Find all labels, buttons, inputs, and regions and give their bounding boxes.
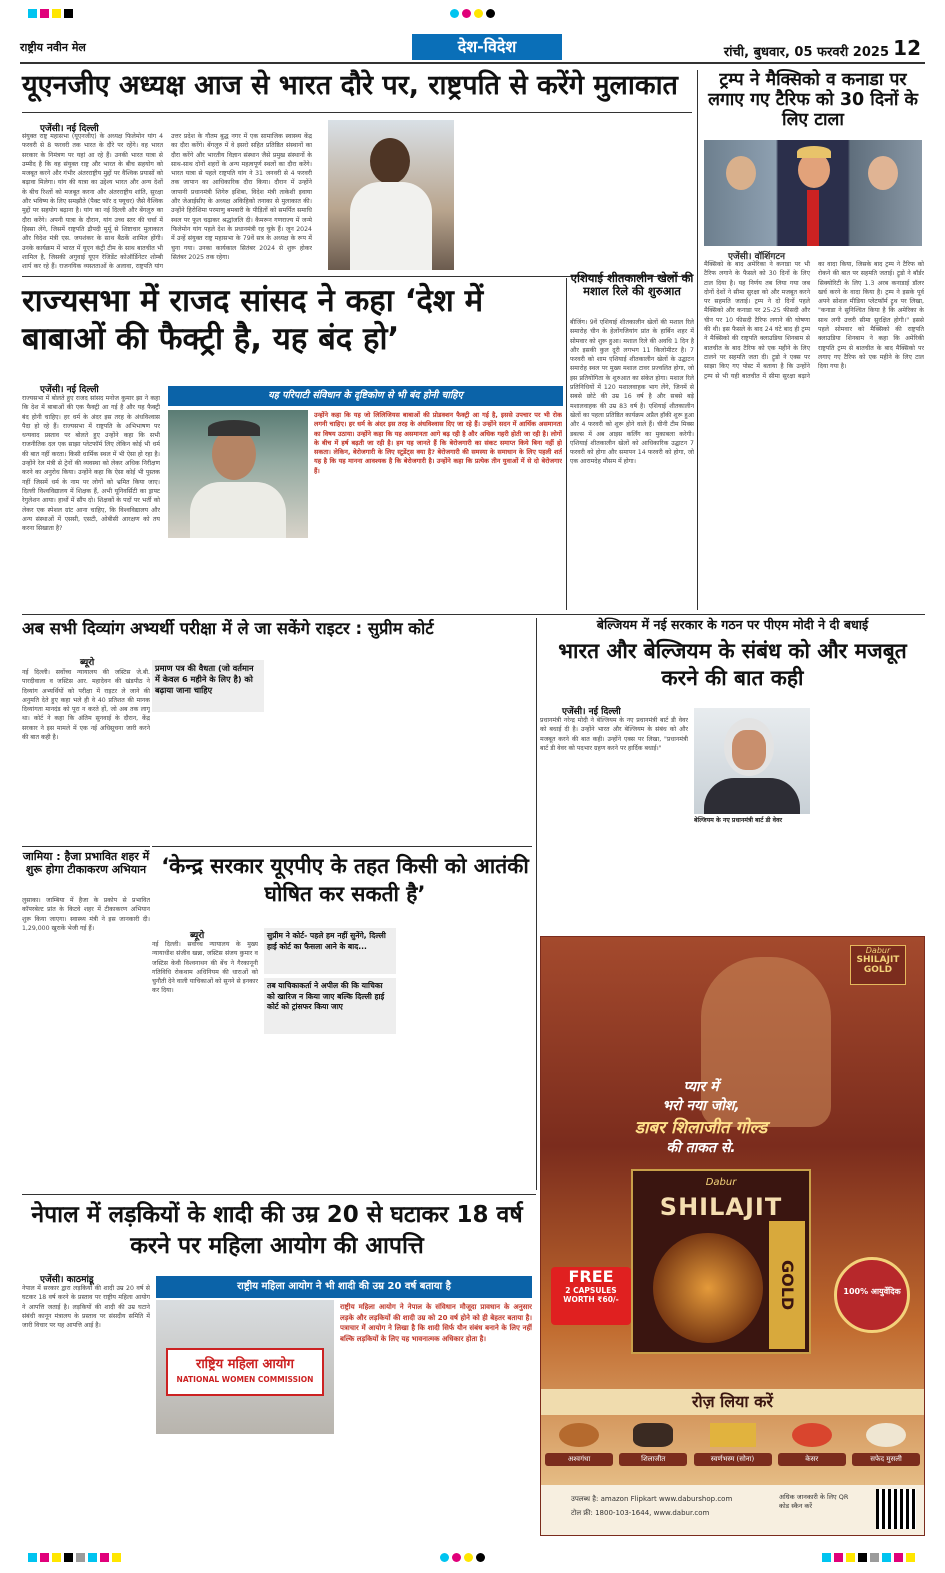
story9-byline: एजेंसी। काठमांडू <box>40 1275 94 1285</box>
story1-byline: एजेंसी। नई दिल्ली <box>40 124 99 134</box>
story7-byline: ब्यूरो <box>190 931 205 941</box>
ad-slogan: रोज़ लिया करें <box>541 1389 924 1415</box>
story2-body: मैक्सिको के बाद अमेरिका ने कनाडा पर भी टैरिफ लगाने के फैसले को 30 दिनों के लिए टाल दिया है। यह निर्णय तब लिया गया जब दोनों देशों ने सीमा सुरक्षा को और मजबूत करने पर सहमति जताई। ट्रम्प ने दो दिनों पहले मैक्सिको और कनाडा पर 25-25 फीसदी और चीन पर 10 फीसदी टैरिफ लगाने की घोषणा की थी। इस फैसले के बाद 24 घंटे बाद ही ट्रम्प ने मैक्सिको की राष्ट्रपति क्लाउडिया शिनबाम से बातचीत के बाद टैरिफ को एक महीने के लिए टालने पर सहमति जता दी। ट्रूडो ने एक्स पर साझा किए गए पोस्ट में बताया है कि उन्होंने ट्रम्प से भी यही बातचीत में सीमा सुरक्षा बढ़ाने का वादा किया, जिसके बाद ट्रम्प ने टैरिफ को रोकने की बात पर सहमति जताई। ट्रूडो ने बॉर्डर सिक्योरिटी के लिए 1.3 अरब कनाडाई डॉलर खर्च करने के वादा किया है। ट्रम्प ने इसके पूर्व अपने सोशल मीडिया प्लेटफॉर्म ट्रुथ पर लिखा, "कनाडा ने सुनिश्चित किया है कि अमेरिका के साथ लगी उत्तरी सीमा सुरक्षित होगी।" इससे पहले सोमवार को मैक्सिको की राष्ट्रपति क्लाउडिया शिनबाम ने कहा कि अमेरिकी राष्ट्रपति ट्रम्प से बातचीत के बाद मैक्सिको पर लगाए गए टैरिफ को एक महीने के लिए टाल दिया गया है। <box>704 261 924 380</box>
registration-marks-bottom-right <box>822 1552 915 1562</box>
story9-headline: नेपाल में लड़कियों के शादी की उम्र 20 से घटाकर 18 वर्ष करने पर महिला आयोग की आपत्ति <box>31 1202 523 1260</box>
story1-photo <box>328 120 454 270</box>
divider <box>22 1194 536 1195</box>
story3-body: राज्यसभा में बोलते हुए राजद सांसद मनोज कुमार झा ने कहा कि देश में बाबाओं की एक फैक्ट्री आ गई है और यह फैक्ट्री बंद होनी चाहिए। हर धर्म के अंदर इस तरह के अंधविश्वास पैदा हो रहे हैं। राज्यसभा में राष्ट्रपति के अभिभाषण पर धन्यवाद प्रस्ताव पर बोलते हुए उन्होंने कहा कि सभी राजनीतिक दल एक साझा प्लेटफॉर्म लिए लेकिन कोई भी धर्म की बात नहीं करता। किसी धार्मिक स्थल में भी ऐसा हो रहा है। उन्होंने रेल मंत्री से ट्रेनों की व्यवस्था को लेकर अधिक निरीक्षण करने का अनुरोध किया। उन्होंने कहा कि ऐसा कोई भी पुस्तक नहीं जिसमें धर्म के नाम पर लोगों को भ्रमित किया जाए। दिल्ली विश्वविद्यालय में शिक्षक हैं, अभी यूनिवर्सिटी का ड्राफ्ट रेगुलेशन आया। हाथों में सौंप दो। शिक्षकों के पदों पर भर्ती को लेकर एक स्पेशल ग्रांट आना चाहिए, कि विश्वविद्यालय और अन्य संस्थाओं में एससी, एसटी, ओबीसी आरक्षण को तय करना सिखाता है? <box>22 395 160 533</box>
dabur-shilajit-ad <box>540 936 925 1536</box>
story8-caption: बेल्जियम के नए प्रधानमंत्री बार्ट डी वेवर <box>694 817 783 824</box>
story3-body-continued <box>168 545 563 611</box>
tiger-graphic <box>653 1233 763 1343</box>
ingredient-label: सफेद मुसली <box>852 1453 920 1466</box>
registration-dots-top <box>450 8 495 18</box>
story9-body-continued <box>156 1438 532 1534</box>
story3-quote: उन्होंने कहा कि यह जो लिलिजियस बाबाओं की प्रोडक्शन फैक्ट्री आ गई है, इससे उपचार पर भी रोक लगनी चाहिए। हर धर्म के अंदर इस तरह के अंधविश्वास दिए जा रहे हैं। उन्होंने सदन में आर्थिक असमानता का विषय उठाया। उन्होंने कहा कि यह असमानता आगे बढ़ रही है और अधिक गहरी होती जा रही है। लोगों के बीच में हर्ष बढ़ती जा रही है। हम यह जानते हैं कि बेरोजगारी का संकट समाप्त किये बिना नहीं हो सकता। लेकिन, बेरोजगारी के लिए स्टूडेंट्स क्या है? बेरोजगारी की समस्या के समाधान के लिए पहली शर्त यह है कि यह मानना आवश्यक है कि बेरोजगारी है। उन्होंने कहा कि प्रत्येक तीन युवाओं में से दो बेरोजगार हैं। <box>314 411 562 475</box>
story9-strip: राष्ट्रीय महिला आयोग ने भी शादी की उम्र 20 वर्ष बताया है <box>156 1276 532 1298</box>
story2-byline: एजेंसी। वॉशिंगटन <box>728 252 785 262</box>
story9-body: नेपाल में सरकार द्वारा लड़कियों की शादी उम्र 20 वर्ष से घटकर 18 वर्ष करने के प्रस्ताव पर राष्ट्रीय महिला आयोग ने आपत्ति जताई है। लड़कियों की शादी की उम्र घटाने संबंधी कानून मंत्रालय के प्रस्ताव पर संसदीय समिति में जारी विचार पर यह आपत्ति आई है। <box>22 1285 150 1330</box>
divider <box>22 112 692 113</box>
divider <box>22 614 925 615</box>
story2-photo-leaders <box>704 140 922 246</box>
commission-sign: राष्ट्रिय महिला आयोग NATIONAL WOMEN COMMISSION <box>166 1348 324 1396</box>
ad-ingredients <box>545 1417 920 1477</box>
story8-body-mid <box>694 845 810 930</box>
story7-bullet-1: सुप्रीम ने कोर्ट- पहले हम नहीं सुनेंगे, दिल्ली हाई कोर्ट का फैसला आने के बाद... <box>264 928 396 974</box>
page-number: 12 <box>893 36 921 60</box>
story5-body: नई दिल्ली। सर्वोच्च न्यायालय की जस्टिस जे.बी. पारदीवाला व जस्टिस आर. महादेवन की खंडपीठ ने दिव्यांग अभ्यर्थियों को परीक्षा में राइटर ले जाने की अनुमति देते हुए कहा भले ही वे 40 प्रतिशत की मानक दिव्यांगता मानदंड को पूरा न करते हों, जो अब तक लागू था। कोर्ट ने कहा कि अंतिम सुनवाई के दौरान, केंद्र सरकार ने इस मामले में एक नई अधिसूचना जारी करने की बात कही है। <box>22 669 150 742</box>
ad-footer: उपलब्ध है: amazon Flipkart www.daburshop.com टोल फ्री: 1800-103-1644, www.dabur.com अधिक जानकारी के लिए QR कोड स्कैन करें <box>541 1485 924 1535</box>
story8-photo-pm <box>694 708 810 814</box>
story5-byline: ब्यूरो <box>80 658 95 668</box>
registration-marks-bottom <box>28 1552 121 1562</box>
story3-byline: एजेंसी। नई दिल्ली <box>40 385 99 395</box>
divider <box>152 846 532 847</box>
story5-bullet: प्रमाण पत्र की वैधता (जो वर्तमान में केवल 6 महीने के लिए है) को बढ़ाया जाना चाहिए <box>152 660 264 712</box>
story6-body: लुसाका। जाम्बिया में हैजा के प्रकोप से प्रभावित कॉपरबेल्ट प्रांत के किटवे शहर में टीकाकरण अभियान शुरू किया जाएगा। स्वास्थ्य मंत्री ने इस जानकारी दी। 1,29,000 खुराकें भेजी गई हैं। <box>22 897 150 932</box>
story1-headline: यूएनजीए अध्यक्ष आज से भारत दौरे पर, राष्ट्रपति से करेंगे मुलाकात <box>22 70 678 101</box>
story1-body-continued <box>460 122 690 270</box>
ad-logo: Dabur SHILAJIT GOLD <box>850 945 906 985</box>
story7-body: नई दिल्ली। सर्वोच्च न्यायालय के मुख्य न्यायाधीश संजीव खन्ना, जस्टिस संजय कुमार व जस्टिस केवी विश्वनाथन की बेंच ने गैरकानूनी गतिविधि रोकथाम अधिनियम की धाराओं को चुनौती देने वाली याचिकाओं को सुनने से इनकार कर दिया। <box>152 941 258 995</box>
story4-body: बीजिंग। 9वें एशियाई शीतकालीन खेलों की मशाल रिले समारोह चीन के हेलोंगजियांग प्रांत के हार्बिन शहर में सोमवार को शुरू हुआ। मशाल रिले की अवधि 1 दिन है और इसकी कुल दूरी लगभग 11 किलोमीटर है। 7 फरवरी को शाम एशियाई शीतकालीन खेलों के उद्घाटन समारोह स्थल पर मुख्य मशाल टावर प्रज्वलित होगा, जो इस प्रतियोगिता के शुरुआत का संकेत होगा। मशाल रिले प्रतिनिधियों में 120 मशालवाहक भाग लेंगे, जिनमें से सबसे छोटे की उम्र 16 वर्ष है और सबसे बड़े मशालवाहक की उम्र 83 वर्ष है। एशियाई शीतकालीन खेलों का पहला प्रतिष्ठित कार्यक्रम अप्रैल हॉकी शुरू हुआ और 4 फरवरी को शुरू होने वाले हैं। चीनी टीम मिक्स डबल्स में अब आइस कर्लिंग का मुकाबला करेगी। एशियाई शीतकालीन खेलों को आधिकारिक उद्घाटन 7 फरवरी को होगा और समापन 14 फरवरी को होगा, जो एक आरामदेह मौसम में होगा। <box>570 319 694 466</box>
registration-marks-top <box>28 8 73 18</box>
story7-headline: ‘केन्द्र सरकार यूएपीए के तहत किसी को आतंकी घोषित कर सकती है’ <box>161 854 529 907</box>
qr-code <box>876 1489 916 1529</box>
ad-product-box: Dabur SHILAJIT GOLD <box>631 1169 811 1354</box>
column-rule <box>697 70 698 610</box>
story3-photo-mp <box>168 410 308 538</box>
section-label: देश-विदेश <box>412 34 562 60</box>
story1-body: संयुक्त राष्ट्र महासभा (यूएनजीए) के अध्यक्ष फिलेमोन यांग 4 फरवरी से 8 फरवरी तक भारत के दौरे पर रहेंगे। वह भारत सरकार के निमंत्रण पर यहां आ रहे हैं। उनकी भारत यात्रा से उम्मीद है कि वह संयुक्त राष्ट्र और भारत के बीच सहयोग को मजबूत करने और गंभीर अंतरराष्ट्रीय मुद्दों पर वैश्विक प्रयासों को बढ़ावा मिलेगा। यांग की यात्रा का उद्देश्य भारत और अन्य देशों के बीच रिश्तों को मजबूत करना और अंतरराष्ट्रीय शांति, सुरक्षा और भविष्य के लिए समझौते (पैक्ट फॉर द फ्यूचर) जैसे वैश्विक मुद्दों पर सहयोग बढ़ाना है। यांग का नई दिल्ली और बेंगलुरु का दौरा करेंगे। अपनी यात्रा के दौरान, यांग उच्च स्तर की चर्चा में हिस्सा लेंगे, जिसमें राष्ट्रपति द्रौपदी मुर्मू से शिष्टाचार मुलाकात और विदेश मंत्री एस. जयशंकर के साथ बैठकें शामिल होंगी। उनके कार्यक्रम में भारत में यूएन कंट्री टीम के साथ बातचीत भी शामिल है, जिसकी अगुवाई यूएन रेजिडेंट कोऑर्डिनेटर शोम्बी शार्प कर रहे हैं। राजनयिक व्यस्तताओं के अलावा, राष्ट्रपति यांग उत्तर प्रदेश के गौतम बुद्ध नगर में एक सामाजिक स्वास्थ्य केंद्र का दौरा करेंगे। बेंगलुरु में वे इसरो सहित प्रतिष्ठित संस्थानों का दौरा करेंगे और भारतीय विज्ञान संस्थान जैसे प्रमुख संस्थानों के साथ-साथ दोनों शहरों के अन्य महत्वपूर्ण स्थलों का दौरा करेंगे। भारत यात्रा से पहले राष्ट्रपति यांग ने 31 जनवरी से 4 फरवरी तक जापान का आधिकारिक दौरा किया। दौरान में उन्होंने जापानी प्रधानमंत्री शिगेरु इशिबा, विदेश मंत्री ताकेशी इवाया और जेआईसीए के अध्यक्ष अकिहिको तनाका से मुलाकात की। उन्होंने हिरोशिमा परमाणु बमबारी के पीड़ितों को समर्पित समाधि स्थल पर फूल चढ़ाकर श्रद्धांजलि दी। कैमरून गणराज्य में जन्मे फिलेमोन यांग पहले देश के प्रधानमंत्री रह चुके हैं। जून 2024 में उन्हें संयुक्त राष्ट्र महासभा के 79वें सत्र के अध्यक्ष के रूप में चुना गया। उनका कार्यकाल सितंबर 2024 से शुरू होकर सितंबर 2025 तक रहेगा। <box>22 133 312 271</box>
story5-body-continued <box>152 716 532 842</box>
dateline: रांची, बुधवार, 05 फरवरी 2025 <box>723 45 889 60</box>
story7-body-right <box>402 928 532 1038</box>
story7-body-continued <box>264 1038 532 1190</box>
ingredient-label: केसर <box>778 1453 846 1466</box>
story8-subheadline: भारत और बेल्जियम के संबंध को और मजबूत करने की बात कही <box>558 639 907 691</box>
story5-headline: अब सभी दिव्यांग अभ्यर्थी परीक्षा में ले जा सकेंगे राइटर : सुप्रीम कोर्ट <box>22 619 434 638</box>
story3-strip: यह परिपाटी संविधान के दृष्टिकोण से भी बंद होनी चाहिए <box>168 386 563 406</box>
column-rule <box>566 278 567 610</box>
masthead <box>20 34 925 64</box>
story9-photo-sign <box>156 1300 334 1434</box>
divider <box>22 846 150 847</box>
ingredient-label: शिलाजीत <box>619 1453 687 1466</box>
ad-ayurvedic-badge: 100% आयुर्वेदिक <box>834 1257 910 1333</box>
newspaper-logo: राष्ट्रीय नवीन मेल <box>20 41 86 54</box>
story4-headline: एशियाई शीतकालीन खेलों की मशाल रिले की शुरुआत <box>570 271 694 299</box>
story9-quote: राष्ट्रीय महिला आयोग ने नेपाल के संविधान मौजूदा प्रावधान के अनुसार लड़के और लड़कियों की शादी उम्र को 20 वर्ष होने को ही बेहतर बताया है। पत्राचार में आयोग ने लिखा है कि शादी सिर्फ यौन संबंध बनाने के लिए नहीं बल्कि लड़कियों के लिए यह भावनात्मक अधिकार होता है। <box>340 1303 532 1343</box>
story8-headline: बेल्जियम में नई सरकार के गठन पर पीएम मोदी ने दी बधाई <box>596 617 869 632</box>
story8-body: प्रधानमंत्री नरेन्द्र मोदी ने बेल्जियम के नए प्रधानमंत्री बार्ट डी वेवर को बधाई दी है। उन्होंने भारत और बेल्जियम के संबंध को और मजबूत करने की बात कही। उन्होंने एक्स पर लिखा, "प्रधानमंत्री बार्ट डी वेवर को पदभार ग्रहण करने पर हार्दिक बधाई।" <box>540 717 688 752</box>
ad-tagline: प्यार में भरो नया जोश, डाबर शिलाजीत गोल्ड की ताकत से. <box>634 1079 768 1156</box>
story8-body-right <box>816 708 924 930</box>
story7-bullet-2: तब याचिकाकर्ता ने अपील की कि याचिका को खारिज न किया जाए बल्कि दिल्ली हाई कोर्ट को ट्रांसफर किया जाए <box>264 978 396 1034</box>
registration-dots-bottom <box>440 1552 485 1562</box>
story2-headline: ट्रम्प ने मैक्सिको व कनाडा पर लगाए गए टैरिफ को 30 दिनों के लिए टाला <box>708 70 918 131</box>
column-rule <box>536 618 537 1190</box>
ingredient-label: अश्वगंधा <box>545 1453 613 1466</box>
story8-byline: एजेंसी। नई दिल्ली <box>562 707 621 717</box>
story5-body-top <box>270 660 532 716</box>
story3-headline: राज्यसभा में राजद सांसद ने कहा ‘देश में बाबाओं की फैक्ट्री है, यह बंद हो’ <box>22 283 484 358</box>
story6-headline: जामिया : हैजा प्रभावित शहर में शुरू होगा टीकाकरण अभियान <box>22 850 150 876</box>
ingredient-label: स्वर्णभस्म (सोना) <box>694 1453 772 1466</box>
ad-free-badge: FREE 2 CAPSULES WORTH ₹60/- <box>551 1267 631 1325</box>
